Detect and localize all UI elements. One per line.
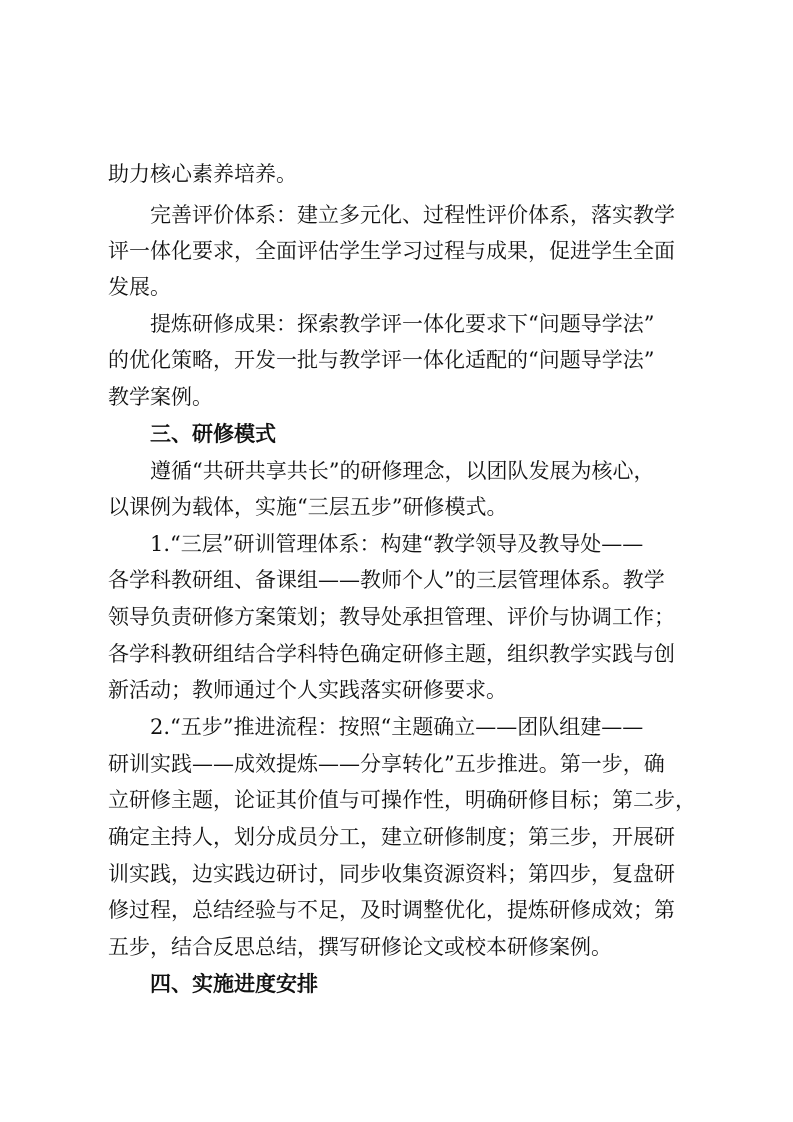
- text-line: 各学科教研组、备课组——教师个人”的三层管理体系。教学: [108, 568, 665, 592]
- text-line: 的优化策略，开发一批与教学评一体化适配的“问题导学法”: [108, 348, 655, 372]
- text-line: 修过程，总结经验与不足，及时调整优化，提炼研修成效；第: [108, 898, 675, 922]
- text-line: 新活动；教师通过个人实践落实研修要求。: [108, 678, 507, 702]
- text-line: 教学案例。: [108, 385, 213, 409]
- text-line: 领导负责研修方案策划；教导处承担管理、评价与协调工作；: [108, 605, 675, 629]
- text-line: 发展。: [108, 275, 171, 299]
- section-heading: 三、研修模式: [150, 421, 276, 446]
- text-line: 助力核心素养培养。: [108, 162, 297, 186]
- text-line: 训实践，边实践边研讨，同步收集资源资料；第四步，复盘研: [108, 862, 675, 886]
- text-line: 确定主持人，划分成员分工，建立研修制度；第三步，开展研: [108, 825, 675, 849]
- text-line: 2.“五步”推进流程：按照“主题确立——团队组建——: [150, 715, 644, 739]
- text-line: 评一体化要求，全面评估学生学习过程与成果，促进学生全面: [108, 239, 675, 263]
- text-line: 提炼研修成果：探索教学评一体化要求下“问题导学法”: [150, 312, 655, 336]
- section-heading: 四、实施进度安排: [150, 971, 318, 996]
- text-line: 以课例为载体，实施“三层五步”研修模式。: [108, 495, 508, 519]
- text-line: 五步，结合反思总结，撰写研修论文或校本研修案例。: [108, 935, 612, 959]
- text-line: 研训实践——成效提炼——分享转化”五步推进。第一步，确: [108, 752, 665, 776]
- text-line: 各学科教研组结合学科特色确定研修主题，组织教学实践与创: [108, 642, 675, 666]
- text-line: 遵循“共研共享共长”的研修理念，以团队发展为核心，: [150, 459, 655, 483]
- text-line: 立研修主题，论证其价值与可操作性，明确研修目标；第二步，: [108, 788, 696, 812]
- text-line: 1.“三层”研训管理体系：构建“教学领导及教导处——: [150, 532, 644, 556]
- text-line: 完善评价体系：建立多元化、过程性评价体系，落实教学: [150, 203, 675, 227]
